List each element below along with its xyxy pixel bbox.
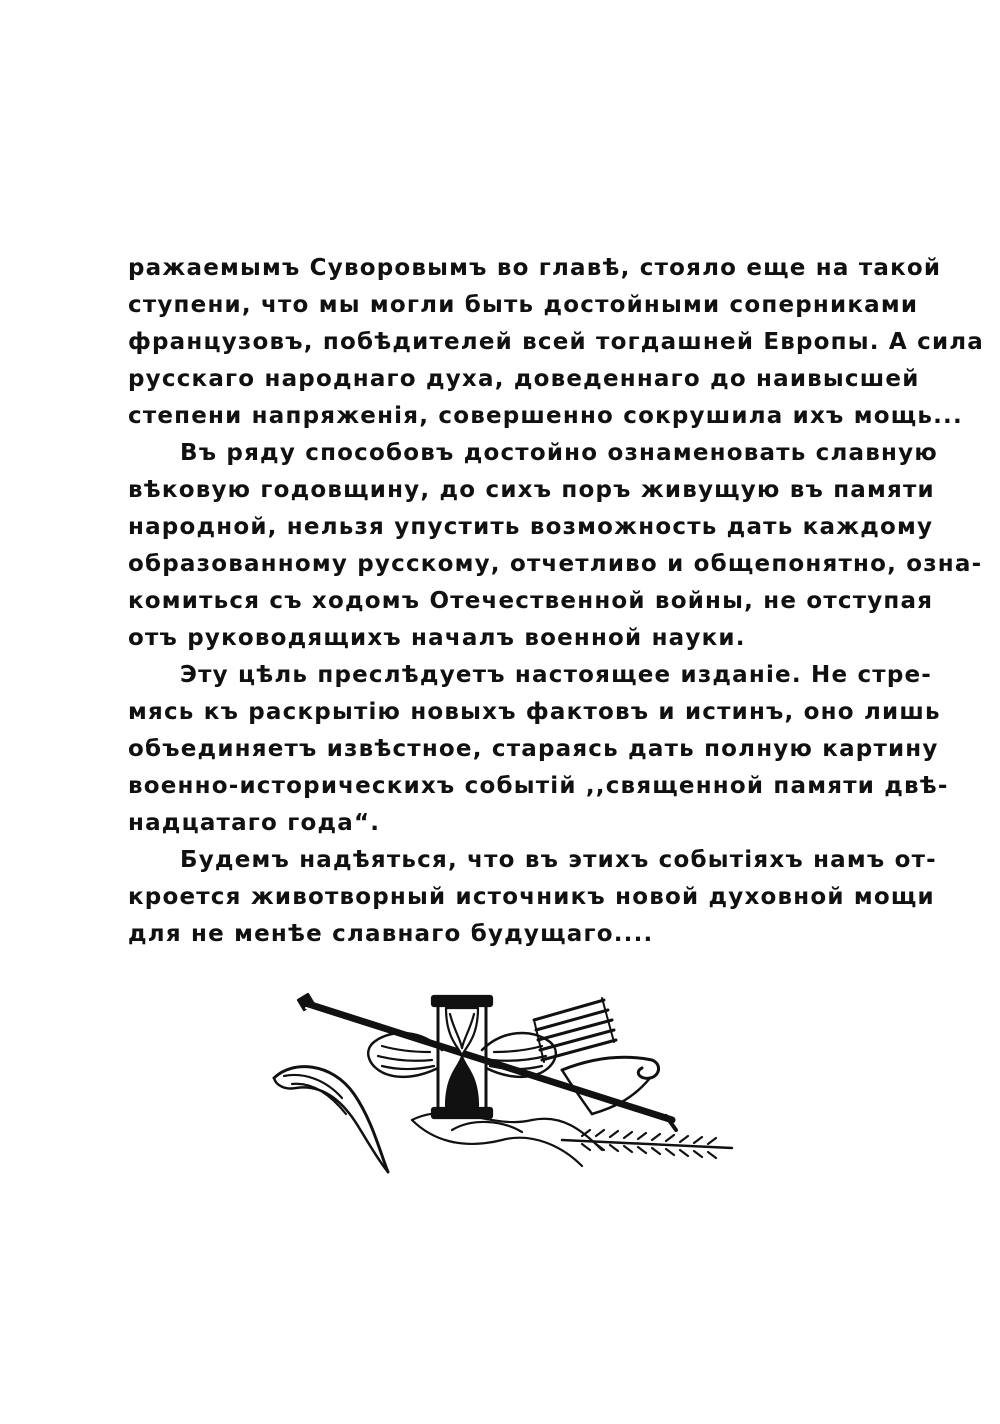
text-line: объединяетъ извѣстное, стараясь дать полную картину bbox=[128, 736, 939, 762]
text-line: степени напряженія, совершенно сокрушила ихъ мощь... bbox=[128, 403, 963, 429]
text-line: французовъ, побѣдителей всей тогдашней Европы. А сила bbox=[128, 329, 985, 355]
text-line: военно-историческихъ событій ,,священной памяти двѣ- bbox=[128, 773, 949, 799]
text-line: вѣковую годовщину, до сихъ поръ живущую въ памяти bbox=[128, 477, 935, 503]
text-line: надцатаго года“. bbox=[128, 810, 381, 836]
text-line: ступени, что мы могли быть достойными соперниками bbox=[128, 292, 919, 318]
hourglass-wings-sword-scroll-emblem-icon bbox=[262, 990, 742, 1190]
paragraph-3 bbox=[128, 657, 949, 842]
text-line: Эту цѣль преслѣдуетъ настоящее изданіе. Не стре- bbox=[180, 662, 933, 688]
text-line: ражаемымъ Суворовымъ во главѣ, стояло еще на такой bbox=[128, 255, 942, 281]
text-line: Въ ряду способовъ достойно ознаменовать славную bbox=[180, 440, 938, 466]
text-line: русскаго народнаго духа, доведеннаго до наивысшей bbox=[128, 366, 920, 392]
text-line: Будемъ надѣяться, что въ этихъ событіяхъ намъ от- bbox=[180, 847, 937, 873]
text-line: кроется животворный источникъ новой духовной мощи bbox=[128, 884, 935, 910]
text-line: для не менѣе славнаго будущаго.... bbox=[128, 921, 654, 947]
paragraph-1 bbox=[128, 250, 985, 435]
text-line: комиться съ ходомъ Отечественной войны, не отступая bbox=[128, 588, 934, 614]
text-line: образованному русскому, отчетливо и общепонятно, озна- bbox=[128, 551, 983, 577]
paragraph-4 bbox=[128, 842, 937, 953]
paragraph-2 bbox=[128, 435, 983, 657]
body-text bbox=[128, 250, 985, 953]
text-line: народной, нельзя упустить возможность дать каждому bbox=[128, 514, 934, 540]
text-line: отъ руководящихъ началъ военной науки. bbox=[128, 625, 746, 651]
text-line: мясь къ раскрытію новыхъ фактовъ и истинъ, оно лишь bbox=[128, 699, 941, 725]
